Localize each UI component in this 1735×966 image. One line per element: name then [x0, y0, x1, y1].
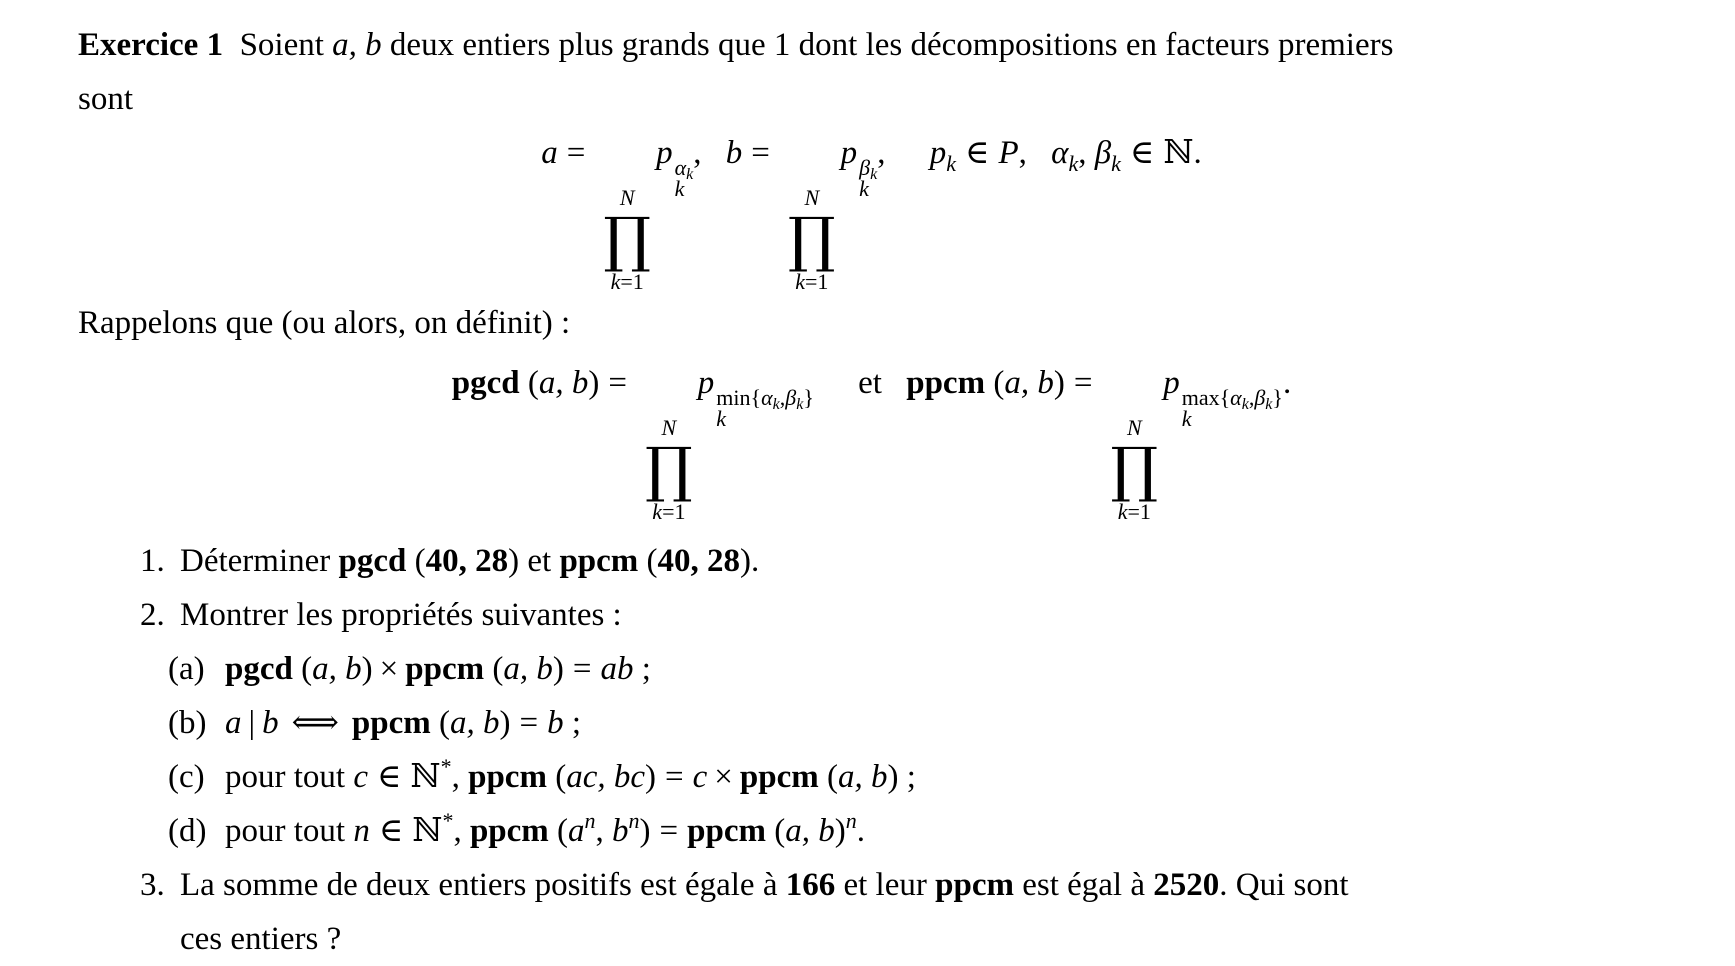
pgcd-label: pgcd — [225, 651, 293, 687]
period: . — [1282, 365, 1292, 401]
comma: , — [693, 135, 702, 171]
power-n: n — [628, 808, 640, 833]
product-operator-b — [788, 186, 836, 294]
var-alpha: α — [1051, 135, 1069, 171]
property-d-text: pour tout n ∈ ℕ*, ppcm ($a^n$, $b^n$) = ppcm (a, b)$^n$. — [225, 808, 865, 849]
star-superscript: * — [440, 754, 452, 779]
product-operator-pgcd — [645, 416, 693, 524]
power-n: n — [845, 808, 857, 833]
rparen: ) — [740, 543, 752, 579]
equals-sign: = — [608, 365, 628, 401]
intro-line-1 — [78, 18, 1665, 72]
subscript-k: k — [716, 406, 727, 431]
question-3 — [140, 858, 1665, 966]
iff-arrow: ⟺ — [291, 705, 339, 741]
product-operator-ppcm — [1110, 416, 1158, 524]
base-p: p — [697, 365, 715, 401]
equals-sign: = — [751, 135, 770, 171]
comma: , — [1018, 135, 1027, 171]
lparen: ( — [439, 705, 451, 741]
lparen: ( — [527, 365, 539, 401]
product-lower-limit: k=1 — [610, 269, 644, 294]
lparen: ( — [993, 365, 1005, 401]
product-symbol: ∏ — [603, 205, 652, 275]
exponent-max: $\max\{\alpha_k,\beta_k\}$ — [1181, 385, 1283, 413]
question-1-number: 1. — [140, 543, 165, 579]
question-2-number: 2. — [140, 597, 165, 633]
element-of-sign: ∈ — [378, 813, 404, 849]
exercise-heading: Exercice 1 — [78, 27, 224, 63]
et-connector: et — [858, 365, 882, 401]
rparen: ) — [361, 651, 373, 687]
rparen: ) — [508, 543, 520, 579]
question-3-text: La somme de deux entiers positifs est égale à 166 et leur ppcm est égal à 2520. Qui sont ces entiers ? — [180, 867, 1349, 957]
intro-line-2 — [78, 72, 1665, 126]
period: . — [751, 543, 760, 579]
sum-value: 166 — [785, 867, 836, 903]
ppcm-label: ppcm — [351, 705, 431, 741]
property-a — [168, 642, 1665, 696]
ppcm-args: 40, 28 — [657, 543, 741, 579]
semicolon: ; — [571, 705, 582, 741]
rparen: ) — [639, 813, 651, 849]
semicolon: ; — [906, 759, 916, 795]
pgcd-label: pgcd — [451, 365, 520, 401]
rparen: ) — [552, 651, 564, 687]
element-of-sign: ∈ — [1129, 135, 1155, 171]
lparen: ( — [555, 759, 567, 795]
period: . — [856, 813, 865, 849]
comma: , — [595, 813, 604, 849]
ppcm-value: 2520 — [1153, 867, 1220, 903]
times-sign: × — [714, 759, 733, 795]
question-2 — [140, 588, 1665, 642]
lparen: ( — [646, 543, 658, 579]
equals-sign: = — [659, 813, 679, 849]
base-p: p — [656, 135, 673, 171]
comma: , — [453, 813, 462, 849]
scripts-beta-k — [859, 157, 877, 199]
intro-math-vars: a, b — [332, 27, 382, 63]
element-of-sign: ∈ — [965, 135, 990, 171]
property-c-label: (c) — [168, 759, 205, 795]
recall-sentence: Rappelons que (ou alors, on définit) : — [78, 305, 571, 341]
property-d-label: (d) — [168, 813, 207, 849]
subscript-k: k — [674, 176, 685, 201]
exponent-min: $\min\{\alpha_k,\beta_k\}$ — [716, 385, 814, 413]
lparen: ( — [414, 543, 426, 579]
scripts-max — [1182, 387, 1283, 429]
equals-sign: = — [566, 135, 586, 171]
lparen: ( — [826, 759, 838, 795]
product-lower-limit: k=1 — [1117, 499, 1151, 524]
formula-prime-decompositions — [78, 136, 1665, 294]
base-p: p — [1163, 365, 1180, 401]
pgcd-args: 40, 28 — [425, 543, 509, 579]
star-superscript: * — [442, 808, 454, 833]
element-of-sign: ∈ — [376, 759, 402, 795]
product-lower-limit: k=1 — [795, 269, 829, 294]
product-symbol: ∏ — [787, 205, 836, 275]
product-upper-limit: N — [804, 185, 820, 210]
set-of-primes-symbol: P — [998, 135, 1019, 171]
product-symbol: ∏ — [1110, 435, 1159, 505]
intro-text-post: deux entiers plus grands que 1 dont les décompositions en facteurs premiers — [389, 27, 1394, 63]
rparen: ) — [887, 759, 899, 795]
ppcm-label: ppcm — [405, 651, 485, 687]
product-upper-limit: N — [1126, 415, 1142, 440]
lparen: ( — [774, 813, 786, 849]
property-a-label: (a) — [168, 651, 205, 687]
lparen: ( — [557, 813, 569, 849]
semicolon: ; — [641, 651, 651, 687]
var-a: a — [541, 135, 558, 171]
var-b: b — [725, 135, 743, 171]
ppcm-label: ppcm — [739, 759, 819, 795]
comma: , — [1078, 135, 1087, 171]
lparen: ( — [492, 651, 504, 687]
scripts-min — [716, 387, 814, 429]
equals-sign: = — [519, 705, 539, 741]
exponent-alpha-k: $\alpha_k$ — [674, 155, 694, 183]
product-operator-a — [603, 186, 651, 294]
natural-numbers-symbol: ℕ — [412, 813, 443, 849]
ppcm-label: ppcm — [687, 813, 766, 849]
subscript-k: k — [1068, 151, 1079, 176]
product-symbol: ∏ — [645, 435, 693, 505]
times-sign: × — [379, 651, 399, 687]
rparen: ) — [499, 705, 511, 741]
et-connector: et — [527, 543, 552, 579]
divides-sign: | — [248, 705, 256, 741]
rparen: ) — [644, 759, 656, 795]
property-b-label: (b) — [168, 705, 207, 741]
var-beta: β — [1094, 135, 1112, 171]
args-ab: a, b — [538, 365, 589, 401]
subscript-k: k — [859, 176, 869, 201]
subscript-k: k — [946, 151, 957, 176]
question-1-text: Déterminer pgcd (40, 28) et ppcm (40, 28). — [180, 543, 760, 579]
equals-sign: = — [572, 651, 592, 687]
property-b-text: a | b ⟺ ppcm (a, b) = b ; — [225, 705, 582, 741]
question-3-number: 3. — [140, 867, 165, 903]
ppcm-label: ppcm — [935, 867, 1014, 903]
ppcm-label: ppcm — [559, 543, 639, 579]
equals-sign: = — [1073, 365, 1093, 401]
equals-sign: = — [664, 759, 684, 795]
scripts-alpha-k — [675, 157, 694, 199]
question-1 — [140, 534, 1665, 588]
pgcd-label: pgcd — [338, 543, 407, 579]
lparen: ( — [301, 651, 313, 687]
question-2-text: Montrer les propriétés suivantes : — [180, 597, 622, 633]
product-upper-limit: N — [619, 185, 635, 210]
ppcm-label: ppcm — [469, 813, 549, 849]
property-a-text: pgcd (a, b) × ppcm (a, b) = ab ; — [225, 651, 651, 687]
comma: , — [451, 759, 460, 795]
rparen: ) — [1053, 365, 1065, 401]
property-c — [168, 750, 1665, 804]
power-n: n — [584, 808, 596, 833]
natural-numbers-symbol: ℕ — [1163, 135, 1194, 171]
var-p: p — [929, 135, 947, 171]
property-b — [168, 696, 1665, 750]
natural-numbers-symbol: ℕ — [410, 759, 441, 795]
property-d — [168, 804, 1665, 858]
rparen: ) — [588, 365, 600, 401]
question-3-continuation: ces entiers ? — [180, 921, 342, 957]
ppcm-label: ppcm — [468, 759, 547, 795]
property-c-text: pour tout c ∈ ℕ*, ppcm (ac, bc) = c × ppcm (a, b) ; — [225, 754, 916, 795]
product-upper-limit: N — [661, 415, 677, 440]
ppcm-label: ppcm — [906, 365, 986, 401]
comma: , — [877, 135, 886, 171]
formula-pgcd-ppcm — [78, 366, 1665, 524]
period: . — [1193, 135, 1202, 171]
product-lower-limit: k=1 — [652, 499, 686, 524]
subscript-k: k — [1111, 151, 1121, 176]
rparen: ) — [834, 813, 846, 849]
exponent-beta-k: $\beta_k$ — [859, 155, 878, 183]
intro-text-cont: sont — [78, 81, 134, 117]
base-p: p — [840, 135, 858, 171]
intro-text-pre: Soient — [239, 27, 324, 63]
args-ab: a, b — [1004, 365, 1054, 401]
subscript-k: k — [1181, 406, 1192, 431]
